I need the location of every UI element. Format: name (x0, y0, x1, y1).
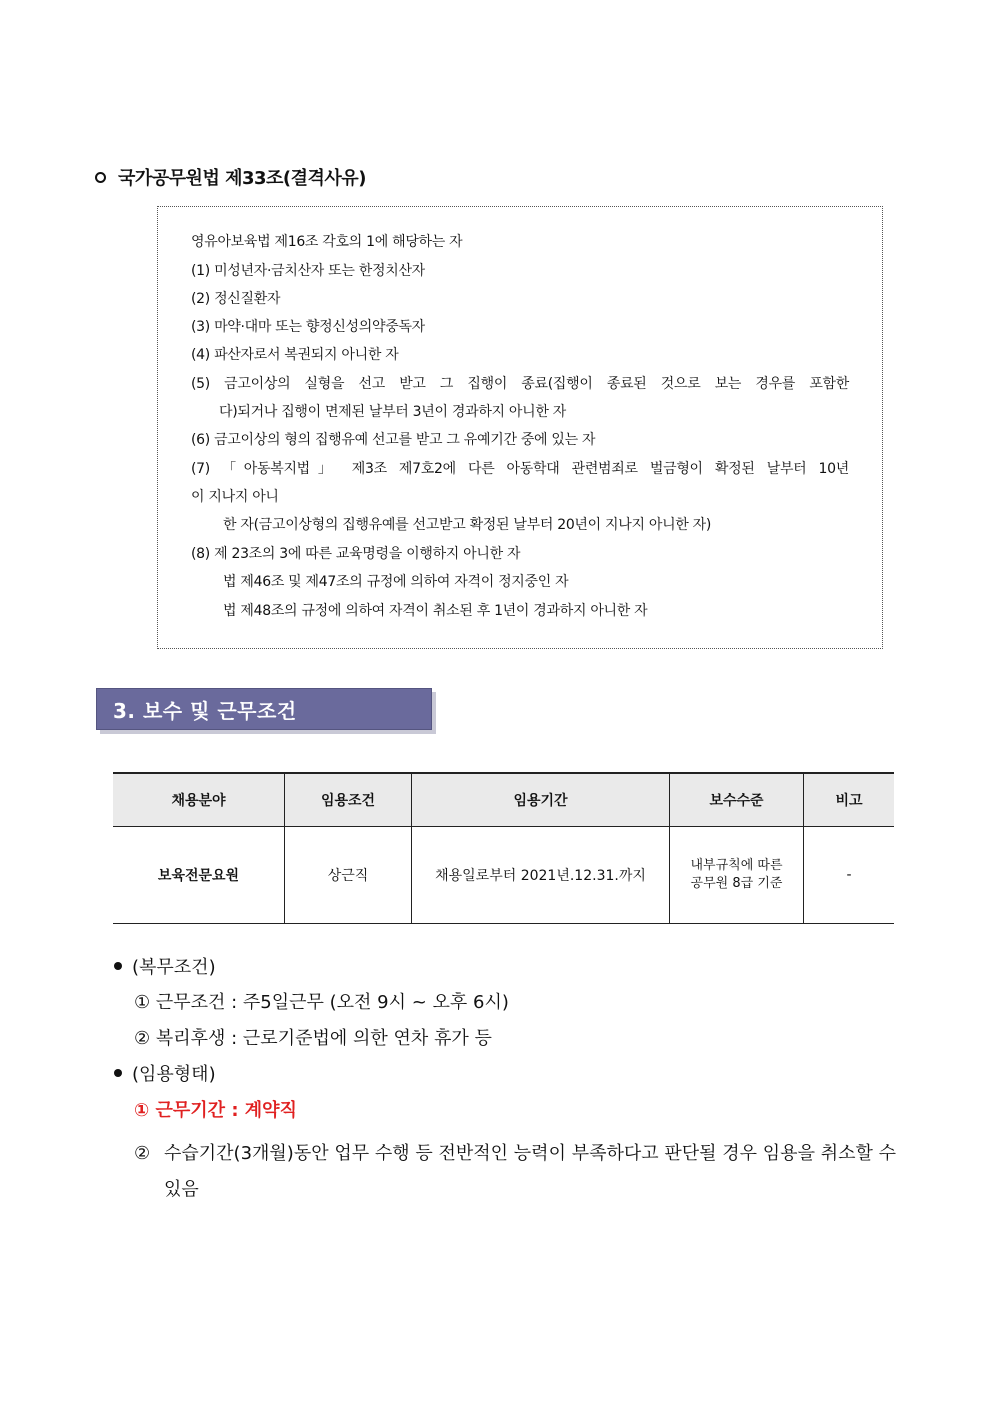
employment-type-item-highlight: ① 근무기간 : 계약직 (134, 1100, 297, 1121)
bullet-dot-icon (114, 962, 122, 970)
table-row (113, 827, 894, 924)
work-conditions-label-text: (복무조건) (132, 957, 216, 978)
disqualification-intro: 영유아보육법 제16조 각호의 1에 해당하는 자 (191, 234, 463, 250)
circle-bullet-icon (95, 172, 106, 183)
table-header: 임용조건 (285, 773, 412, 827)
cell-condition: 상근직 (285, 827, 412, 924)
disqualification-item: (4) 파산자로서 복권되지 아니한 자 (191, 347, 399, 363)
cell-salary-line1: 내부규칙에 따른 (690, 858, 783, 873)
disqualification-item: 다)되거나 집행이 면제된 날부터 3년이 경과하지 아니한 자 (219, 404, 566, 420)
cell-salary (670, 827, 804, 924)
cell-field: 보육전문요원 (113, 827, 285, 924)
disqualification-item: 이 지나지 아니 (191, 489, 279, 505)
disqualification-item: (1) 미성년자·금치산자 또는 한정치산자 (191, 263, 425, 279)
disqualification-item: (3) 마약·대마 또는 향정신성의약중독자 (191, 319, 425, 335)
disqualification-item: 한 자(금고이상형의 집행유예를 선고받고 확정된 날부터 20년이 지나지 아니한 자) (223, 517, 712, 533)
table-header-row (113, 773, 894, 827)
salary-table (113, 772, 894, 924)
disqualification-item: 법 제48조의 규정에 의하여 자격이 취소된 후 1년이 경과하지 아니한 자 (223, 603, 648, 619)
disqualification-item: (2) 정신질환자 (191, 291, 281, 307)
table-header: 채용분야 (113, 773, 285, 827)
item-text: 수습기간(3개월)동안 업무 수행 등 전반적인 능력이 부족하다고 판단될 경우 임용을 취소할 수 있음 (164, 1143, 896, 1200)
cell-period: 채용일로부터 2021년.12.31.까지 (412, 827, 670, 924)
employment-type-label-text: (임용형태) (132, 1064, 216, 1085)
table-header: 보수수준 (670, 773, 804, 827)
cell-salary-line2: 공무원 8급 기준 (690, 876, 783, 891)
table-header: 임용기간 (412, 773, 670, 827)
section-title-bar (96, 688, 432, 730)
employment-type-item (134, 1136, 896, 1208)
bullet-dot-icon (114, 1069, 122, 1077)
disqualification-item: 법 제46조 및 제47조의 규정에 의하여 자격이 정지중인 자 (223, 574, 569, 590)
disqualification-item: (7) 「아동복지법」 제3조 제7호2에 다른 아동학대 관련범죄로 벌금형이 확정된 날부터 10년 (191, 461, 849, 477)
disqualification-item: (8) 제 23조의 3에 따른 교육명령을 이행하지 아니한 자 (191, 546, 521, 562)
employment-type-label (114, 1063, 216, 1087)
disqualification-item: (6) 금고이상의 형의 집행유예 선고를 받고 그 유예기간 중에 있는 자 (191, 432, 596, 448)
work-condition-item: ② 복리후생 : 근로기준법에 의한 연차 휴가 등 (134, 1028, 492, 1049)
section-title: 3. 보수 및 근무조건 (113, 698, 297, 723)
work-condition-item: ① 근무조건 : 주5일근무 (오전 9시 ~ 오후 6시) (134, 992, 509, 1013)
disqualification-item: (5) 금고이상의 실형을 선고 받고 그 집행이 종료(집행이 종료된 것으로 보는 경우를 포함한 (191, 376, 849, 392)
work-conditions-label (114, 956, 216, 980)
item-number: ② (134, 1143, 151, 1164)
law-heading-text: 국가공무원법 제33조(결격사유) (118, 168, 366, 189)
law-heading (95, 164, 366, 190)
table-header: 비고 (804, 773, 895, 827)
cell-note: - (804, 827, 895, 924)
